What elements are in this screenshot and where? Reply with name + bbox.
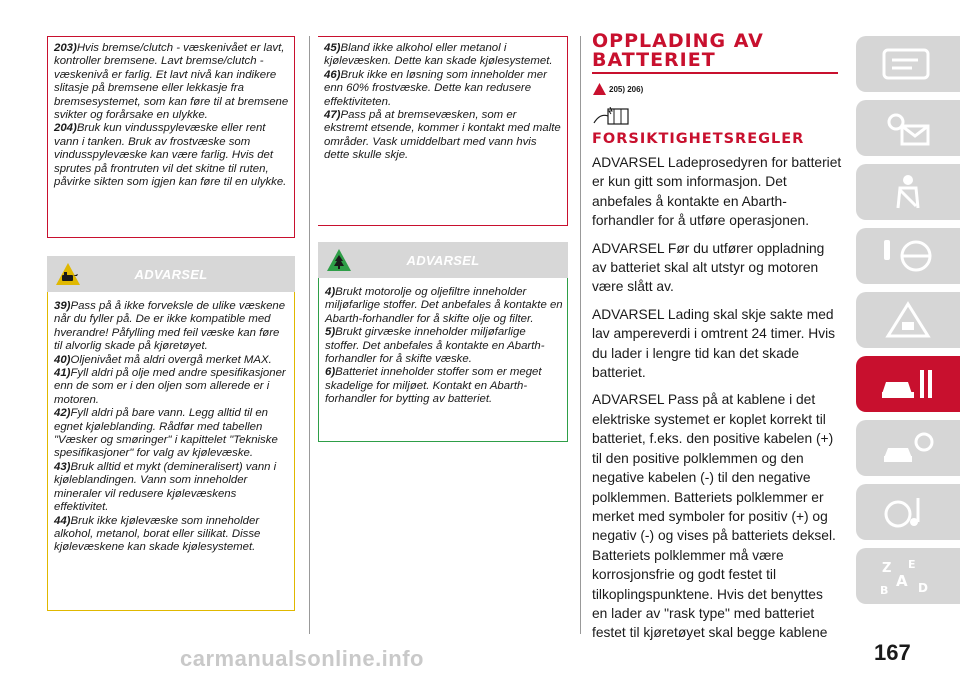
environment-warning-header xyxy=(318,242,568,278)
tab-breakdown[interactable] xyxy=(856,292,960,348)
tab-steering-wheel[interactable] xyxy=(856,228,960,284)
paragraph-1: ADVARSEL Ladeprosedyren for batteriet er kun gitt som informasjon. Det anbefales å kontakte en Abarth-forhandler for å utføre operasjonen. xyxy=(592,155,842,229)
refs-text: 205) 206) xyxy=(609,85,644,94)
column-divider-2 xyxy=(580,36,581,634)
body-text xyxy=(592,153,842,643)
refs-line xyxy=(592,83,842,97)
steering-wheel-icon xyxy=(878,236,938,276)
note-203: 203)Hvis bremse/clutch - væskenivået er lavt, kontroller bremsene. Lavt bremse/clutch - væskenivå er farlig. Et lavt nivå kan indikere slitasje på bremsene eller lekkasje fra bremsesystemet, som kan føre til at bremsene svikter og forårsake en ulykke. xyxy=(54,42,289,122)
note-4: 4)Brukt motorolje og oljefiltre inneholder miljøfarlige stoffer. Det anbefales å kontakte en Abarth-forhandler for å skifte olje og filter. xyxy=(325,286,563,325)
note-39: 39)Pass på å ikke forveksle de ulike væskene når du fyller på. De er ikke kompatible med hverandre! Påfylling med feil væske kan føre til alvorlig skade på kjøretøyet. xyxy=(54,300,286,353)
note-204: 204)Bruk kun vindusspylevæske eller rent vann i tanken. Bruk av frostvæske som vindusspylevæske kan være farlig. Hvis det sprutes på frontruten vil det skitne til ruten, påvirke sikten som igjen kan føre til en ulykke. xyxy=(54,122,287,189)
note-47: 47)Pass på at bremsevæsken, som er ekstremt etsende, kommer i kontakt med malte områder. Vask umiddelbart med vann hvis dette skulle skje. xyxy=(324,109,561,162)
note-5: 5)Brukt girvæske inneholder miljøfarlige stoffer. Det anbefales å kontakte en Abarth-forhandler for å skifte væske. xyxy=(325,326,545,366)
note-46: 46)Bruk ikke en løsning som inneholder mer enn 60% frostvæske. Dette kan redusere effektiviteten. xyxy=(324,68,547,108)
dashboard-icon xyxy=(878,44,938,84)
tab-warning-lights[interactable] xyxy=(856,100,960,156)
warning-label: ADVARSEL xyxy=(134,267,208,282)
left-column xyxy=(47,36,295,611)
tab-technical-data[interactable] xyxy=(856,420,960,476)
warning-header xyxy=(47,256,295,292)
svg-text:Z: Z xyxy=(882,561,892,576)
maintenance-icon xyxy=(878,364,938,404)
notes-box-green xyxy=(318,278,568,442)
warning-lights-icon xyxy=(878,108,938,148)
note-40: 40)Oljenivået må aldri overgå merket MAX. xyxy=(54,353,272,366)
environment-warning-label: ADVARSEL xyxy=(406,253,480,268)
tab-seats[interactable] xyxy=(856,164,960,220)
tab-multimedia[interactable] xyxy=(856,484,960,540)
danger-triangle-icon xyxy=(593,83,606,95)
column-divider-1 xyxy=(309,36,310,634)
note-45: 45)Bland ikke alkohol eller metanol i kjølevæsken. Dette kan skade kjølesystemet. xyxy=(324,42,553,68)
note-44: 44)Bruk ikke kjølevæske som inneholder alkohol, metanol, borat eller silikat. Disse kjølevæskene kan skade kjølesystemet. xyxy=(54,514,261,554)
seats-icon xyxy=(878,172,938,212)
breakdown-icon xyxy=(878,300,938,340)
note-42: 42)Fyll aldri på bare vann. Legg alltid til en egnet kjøleblanding. Rådfør med tabellen "Væsker og smøringer" i kapittelet "Tekniske spesifikasjoner" for valg av kjølevæske. xyxy=(54,407,278,460)
svg-text:A: A xyxy=(896,572,908,590)
paragraph-2: ADVARSEL Før du utfører oppladning av batteriet skal alt utstyr og motoren være slått av. xyxy=(592,240,825,295)
tab-dashboard[interactable] xyxy=(856,36,960,92)
note-6: 6)Batteriet inneholder stoffer som er meget skadelige for miljøet. Kontakt en Abarth-forhandler for bytting av batteriet. xyxy=(325,366,542,406)
paragraph-3: ADVARSEL Lading skal skje sakte med lav ampereverdi i omtrent 24 timer. Hvis du lader i lengre tid kan det skade batteriet. xyxy=(592,306,836,381)
note-41: 41)Fyll aldri på olje med andre spesifikasjoner enn de som er i den oljen som allerede er i motoren. xyxy=(54,367,286,406)
svg-text:B: B xyxy=(880,584,889,597)
tab-index[interactable] xyxy=(856,548,960,604)
svg-text:D: D xyxy=(918,581,928,595)
middle-column xyxy=(318,36,568,442)
svg-text:E: E xyxy=(908,558,916,571)
note-43: 43)Bruk alltid et mykt (demineralisert) vann i kjøleblandingen. Vann som inneholder mineraler vil redusere kjølevæskens effektivitet. xyxy=(54,460,277,514)
technical-data-icon xyxy=(878,428,938,468)
section-title: OPPLADING AV BATTERIET xyxy=(592,30,764,71)
notes-box-red xyxy=(47,36,295,238)
paragraph-4: ADVARSEL Pass på at kablene i det elektriske systemet er koplet korrekt til batteriet, f.eks. den positive kabelen (+) til den positive polklemmen og den negative kabelen (-) til den negative polklemmen. Batteriets polklemmer er merket med symboler for positiv (+) og negativ (-) og vises på batteriets deksel. Batteriets polklemmer må være korrosjonsfrie og godt festet til tilkoplingspunktene. Hvis det benyttes en lader av "rask type" med batteriet festet til kjøretøyet skal begge kablene xyxy=(592,392,836,641)
right-column xyxy=(592,32,842,651)
footer-watermark: carmanualsonline.info xyxy=(180,646,424,671)
notes-box-red-2 xyxy=(318,36,568,226)
tab-maintenance[interactable] xyxy=(856,356,960,412)
subsection-title: FORSIKTIGHETSREGLER xyxy=(592,131,805,147)
title-underline xyxy=(592,72,838,74)
multimedia-icon xyxy=(878,492,938,532)
battery-charging-icon xyxy=(592,107,632,127)
index-icon xyxy=(878,556,938,600)
page-number: 167 xyxy=(874,640,911,665)
notes-box-yellow xyxy=(47,292,295,611)
